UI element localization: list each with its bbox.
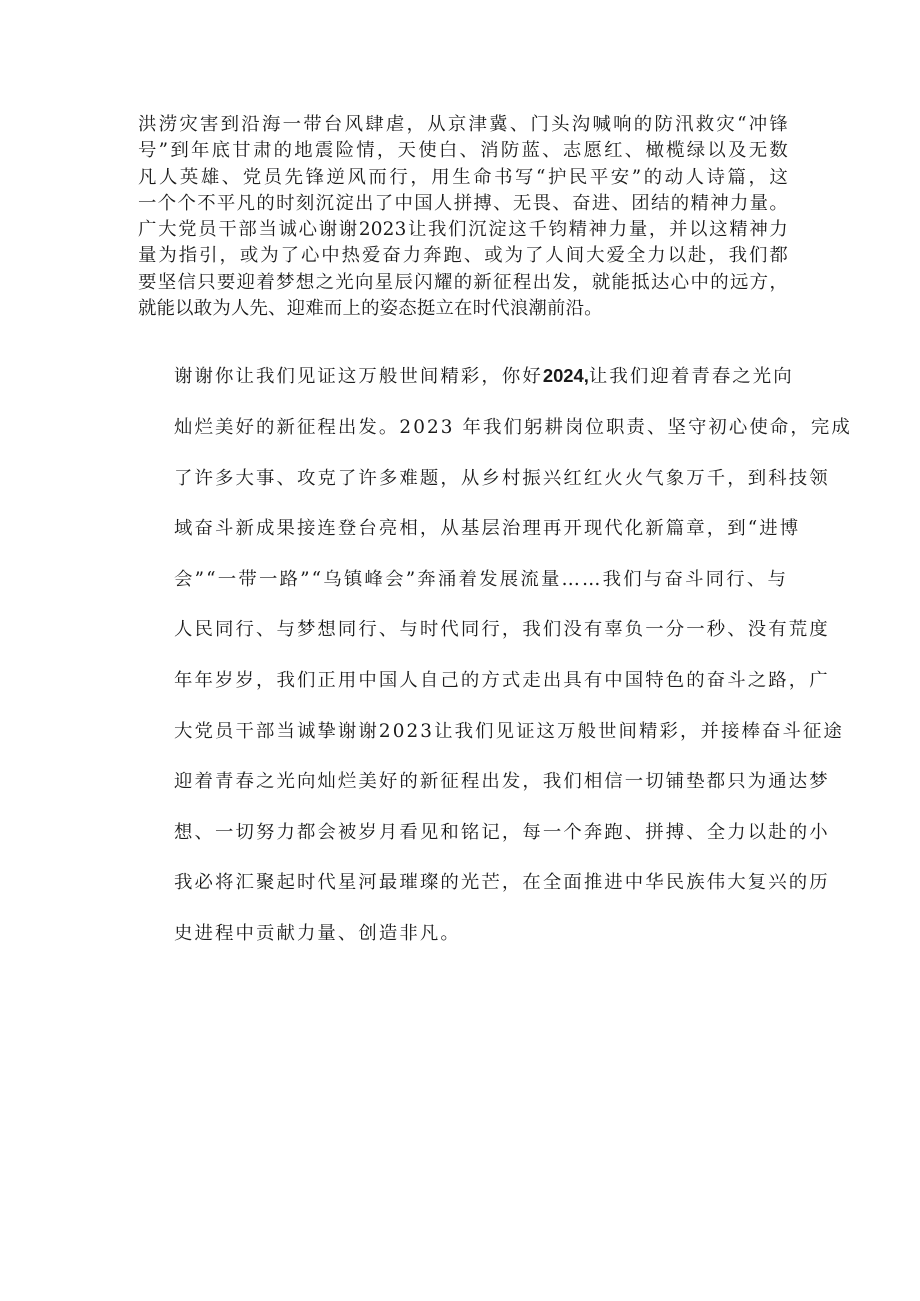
paragraph-1-line: 号”到年底甘肃的地震险情，天使白、消防蓝、志愿红、橄榄绿以及无数 xyxy=(138,140,788,162)
paragraph-2-text: 让我们迎着青春之光向 xyxy=(588,366,794,388)
paragraph-2-line: 大党员干部当诚挚谢谢2023让我们见证这万般世间精彩，并接棒奋斗征途 xyxy=(174,720,844,742)
paragraph-1-line: 一个个不平凡的时刻沉淀出了中国人拼搏、无畏、奋进、团结的精神力量。 xyxy=(138,192,788,214)
year-2024-bold: 2024, xyxy=(542,365,589,387)
paragraph-2-line: 灿烂美好的新征程出发。2023 年我们躬耕岗位职责、坚守初心使命，完成 xyxy=(174,416,852,438)
paragraph-2-line: 了许多大事、攻克了许多难题，从乡村振兴红红火火气象万千，到科技领 xyxy=(174,467,830,489)
paragraph-1-line: 量为指引，或为了心中热爱奋力奔跑、或为了人间大爱全力以赴，我们都 xyxy=(138,245,788,267)
paragraph-2-line: 迎着青春之光向灿烂美好的新征程出发，我们相信一切铺垫都只为通达梦 xyxy=(174,771,830,793)
paragraph-2-line: 年年岁岁，我们正用中国人自己的方式走出具有中国特色的奋斗之路，广 xyxy=(174,669,830,691)
paragraph-2-line: 史进程中贡献力量、创造非凡。 xyxy=(174,922,461,944)
paragraph-2 xyxy=(138,351,852,959)
paragraph-2-line: 我必将汇聚起时代星河最璀璨的光芒，在全面推进中华民族伟大复兴的历 xyxy=(174,872,830,894)
paragraph-1-line: 广大党员干部当诚心谢谢2023让我们沉淀这千钧精神力量，并以这精神力 xyxy=(138,219,788,241)
paragraph-2-line: 会”“一带一路”“乌镇峰会”奔涌着发展流量……我们与奋斗同行、与 xyxy=(174,568,788,590)
paragraph-2-line: 想、一切努力都会被岁月看见和铭记，每一个奔跑、拼搏、全力以赴的小 xyxy=(174,821,830,843)
paragraph-1-line: 要坚信只要迎着梦想之光向星辰闪耀的新征程出发，就能抵达心中的远方， xyxy=(138,271,788,293)
paragraph-1-line: 洪涝灾害到沿海一带台风肆虐，从京津冀、门头沟喊响的防汛救灾“冲锋 xyxy=(138,114,788,135)
paragraph-2-first-line xyxy=(138,351,794,403)
paragraph-2-text: 谢谢你让我们见证这万般世间精彩，你好 xyxy=(174,366,543,388)
paragraph-1-line: 凡人英雄、党员先锋逆风而行，用生命书写“护民平安”的动人诗篇，这 xyxy=(138,166,788,188)
document-body xyxy=(138,112,852,960)
paragraph-1 xyxy=(138,112,788,322)
paragraph-1-line: 就能以敢为人先、迎难而上的姿态挺立在时代浪潮前沿。 xyxy=(138,298,603,320)
paragraph-2-line: 人民同行、与梦想同行、与时代同行，我们没有辜负一分一秒、没有荒度 xyxy=(174,619,830,641)
paragraph-2-line: 域奋斗新成果接连登台亮相，从基层治理再开现代化新篇章，到“进博 xyxy=(174,518,801,540)
